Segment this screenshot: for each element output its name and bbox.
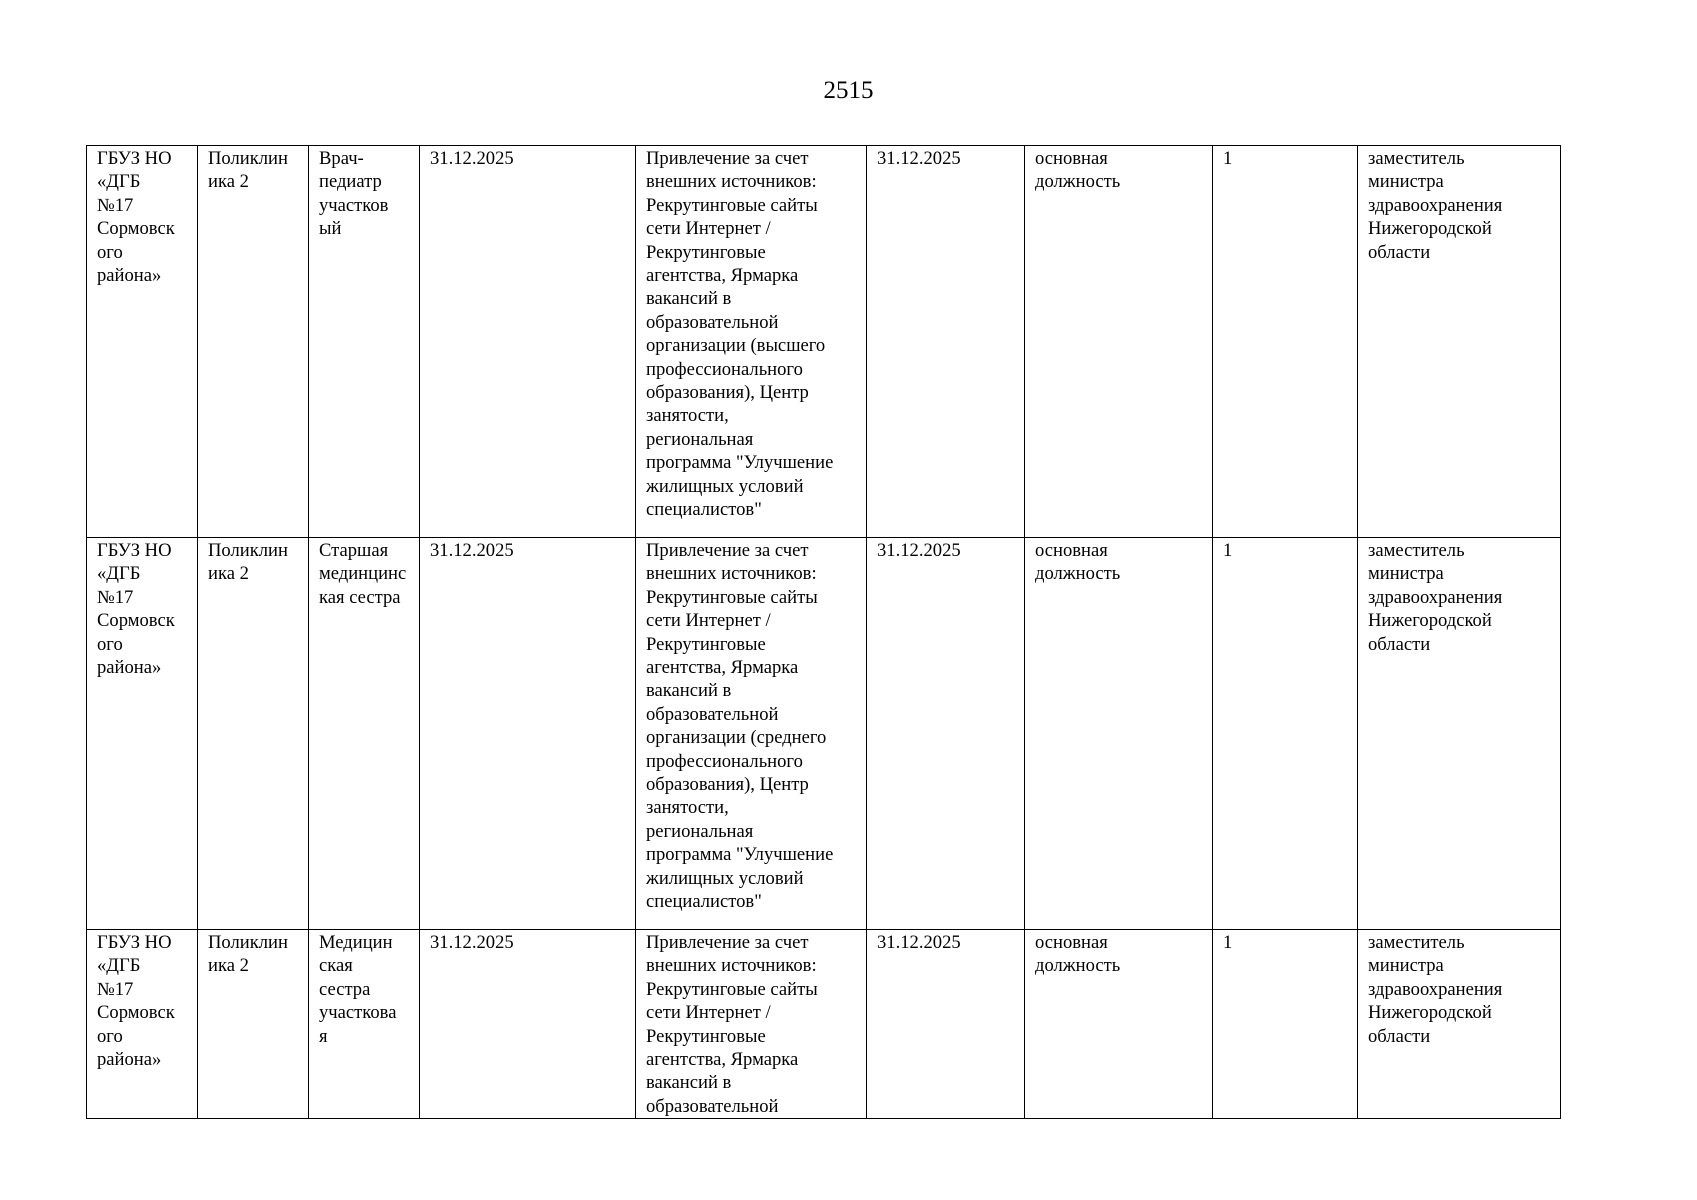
cell-position-type: основная должность [1025, 146, 1213, 538]
cell-date: 31.12.2025 [420, 538, 636, 930]
cell-position-type: основная должность [1025, 930, 1213, 1119]
cell-count: 1 [1213, 538, 1358, 930]
cell-deadline: 31.12.2025 [867, 146, 1025, 538]
table-row [87, 538, 1561, 930]
cell-department: Поликлин ика 2 [198, 538, 309, 930]
cell-department: Поликлин ика 2 [198, 146, 309, 538]
cell-department: Поликлин ика 2 [198, 930, 309, 1119]
cell-organization: ГБУЗ НО «ДГБ №17 Сормовск ого района» [87, 930, 198, 1119]
cell-measures: Привлечение за счет внешних источников: Рекрутинговые сайты сети Интернет / Рекрутинговые агентства, Ярмарка вакансий в образовательной организации (среднего профессионального образования), Центр занятости, региональная программа "Улучшение жилищных условий специалистов" [636, 538, 867, 930]
table-row [87, 930, 1561, 1119]
cell-responsible: заместитель министра здравоохранения Нижегородской области [1358, 146, 1561, 538]
cell-measures: Привлечение за счет внешних источников: Рекрутинговые сайты сети Интернет / Рекрутинговые агентства, Ярмарка вакансий в образовательной [636, 930, 867, 1119]
table-row [87, 146, 1561, 538]
cell-responsible: заместитель министра здравоохранения Нижегородской области [1358, 930, 1561, 1119]
cell-organization: ГБУЗ НО «ДГБ №17 Сормовск ого района» [87, 538, 198, 930]
cell-position: Врач- педиатр участков ый [309, 146, 420, 538]
cell-responsible: заместитель министра здравоохранения Нижегородской области [1358, 538, 1561, 930]
cell-position: Старшая мединцинс кая сестра [309, 538, 420, 930]
vacancy-table [86, 145, 1561, 1119]
cell-position: Медицин ская сестра участкова я [309, 930, 420, 1119]
cell-date: 31.12.2025 [420, 146, 636, 538]
cell-count: 1 [1213, 146, 1358, 538]
cell-measures: Привлечение за счет внешних источников: Рекрутинговые сайты сети Интернет / Рекрутинговые агентства, Ярмарка вакансий в образовательной организации (высшего профессионального образования), Центр занятости, региональная программа "Улучшение жилищных условий специалистов" [636, 146, 867, 538]
page-number: 2515 [823, 77, 874, 104]
cell-position-type: основная должность [1025, 538, 1213, 930]
cell-date: 31.12.2025 [420, 930, 636, 1119]
cell-deadline: 31.12.2025 [867, 930, 1025, 1119]
cell-organization: ГБУЗ НО «ДГБ №17 Сормовск ого района» [87, 146, 198, 538]
cell-count: 1 [1213, 930, 1358, 1119]
cell-deadline: 31.12.2025 [867, 538, 1025, 930]
